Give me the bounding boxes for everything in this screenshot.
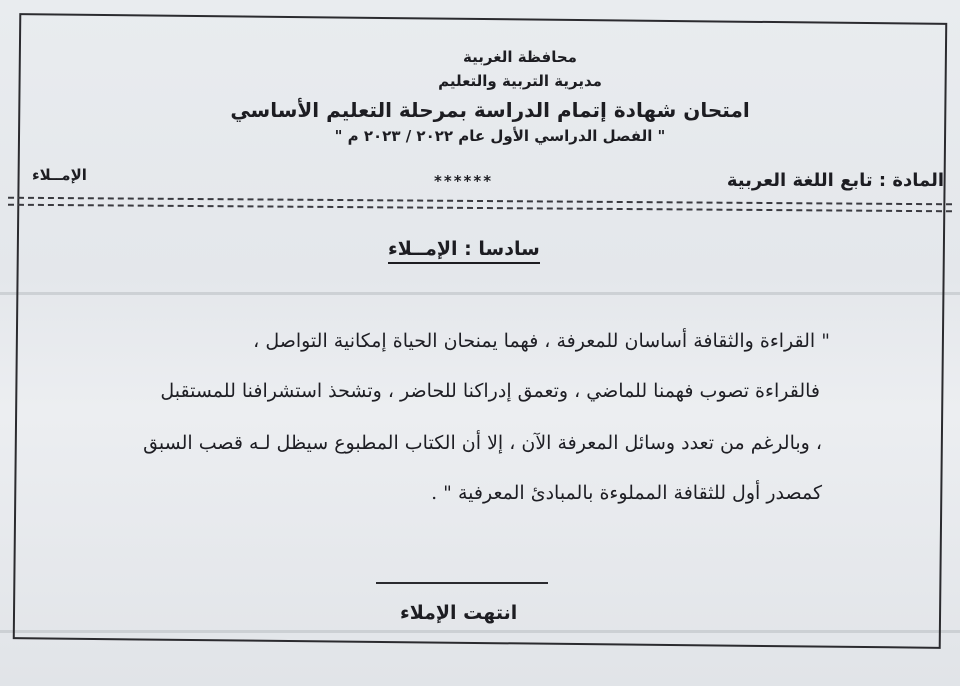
- part-title: سادسا : الإمــلاء: [388, 238, 540, 264]
- dictation-line: " القراءة والثقافة أساسان للمعرفة ، فهما يمنحان الحياة إمكانية التواصل ،: [253, 330, 830, 352]
- end-rule: [376, 582, 548, 584]
- governorate-heading: محافظة الغربية: [463, 48, 577, 66]
- dictation-line: كمصدر أول للثقافة المملوءة بالمبادئ المعرفية " .: [431, 482, 822, 504]
- exam-title: امتحان شهادة إتمام الدراسة بمرحلة التعليم الأساسي: [230, 98, 750, 122]
- end-text: انتهت الإملاء: [400, 602, 518, 624]
- stars-separator: ******: [434, 172, 494, 190]
- subject-label: المادة : تابع اللغة العربية: [726, 170, 944, 191]
- section-label: الإمــلاء: [32, 166, 87, 184]
- term-label: " الفصل الدراسي الأول عام ٢٠٢٢ / ٢٠٢٣ م ": [334, 127, 666, 145]
- dictation-line: فالقراءة تصوب فهمنا للماضي ، وتعمق إدراكنا للحاضر ، وتشحذ استشرافنا للمستقبل: [160, 380, 820, 402]
- directorate-heading: مديرية التربية والتعليم: [438, 72, 602, 90]
- dictation-line: ، وبالرغم من تعدد وسائل المعرفة الآن ، إلا أن الكتاب المطبوع سيظل لـه قصب السبق: [143, 432, 822, 454]
